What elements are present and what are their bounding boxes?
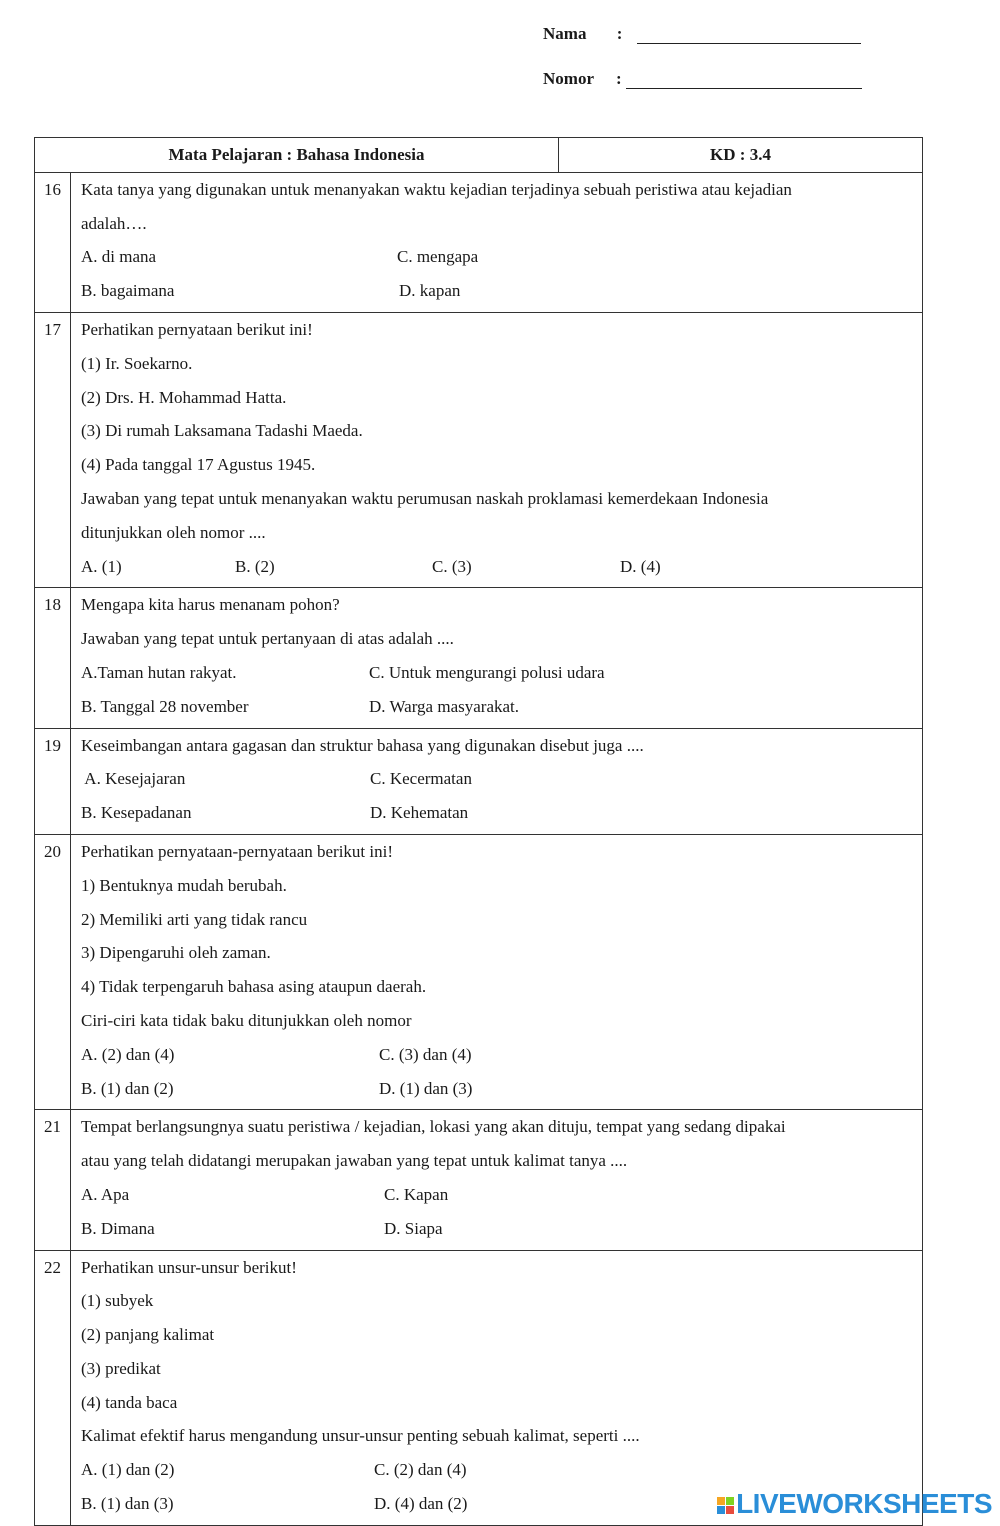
option-a[interactable]: A. (2) dan (4) xyxy=(81,1044,175,1064)
option-d[interactable]: D. kapan xyxy=(399,281,461,301)
option-c[interactable]: C. (3) xyxy=(432,556,472,576)
question-text: Jawaban yang tepat untuk menanyakan waktu perumusan naskah proklamasi kemerdekaan Indonesia xyxy=(81,488,769,508)
question-text: Tempat berlangsungnya suatu peristiwa / kejadian, lokasi yang akan dituju, tempat yang sedang dipakai xyxy=(81,1117,786,1137)
name-colon: : xyxy=(616,24,623,43)
statement-item: 1) Bentuknya mudah berubah. xyxy=(81,875,287,895)
question-number: 21 xyxy=(35,1110,71,1250)
option-b[interactable]: B. bagaimana xyxy=(81,281,175,301)
kd-cell: KD : 3.4 xyxy=(559,138,923,173)
number-field xyxy=(543,69,862,89)
statement-item: (1) Ir. Soekarno. xyxy=(81,353,193,373)
question-text: Kalimat efektif harus mengandung unsur-unsur penting sebuah kalimat, seperti .... xyxy=(81,1426,640,1446)
statement-item: (4) Pada tanggal 17 Agustus 1945. xyxy=(81,455,316,475)
statement-item: (1) subyek xyxy=(81,1291,154,1311)
option-b[interactable]: B. (2) xyxy=(235,556,275,576)
question-number: 18 xyxy=(35,588,71,728)
logo-text: LIVEWORKSHEETS xyxy=(736,1488,992,1519)
statement-item: 4) Tidak terpengaruh bahasa asing ataupun daerah. xyxy=(81,977,427,997)
name-label: Nama xyxy=(543,24,587,43)
question-body xyxy=(71,172,923,312)
question-text: Jawaban yang tepat untuk pertanyaan di atas adalah .... xyxy=(81,629,454,649)
question-text: Ciri-ciri kata tidak baku ditunjukkan oleh nomor xyxy=(81,1010,412,1030)
statement-item: (3) predikat xyxy=(81,1358,161,1378)
number-label: Nomor xyxy=(543,69,594,88)
question-row-18 xyxy=(35,588,923,728)
question-row-16 xyxy=(35,172,923,312)
option-a[interactable]: A. (1) xyxy=(81,556,122,576)
option-d[interactable]: D. (1) dan (3) xyxy=(379,1078,473,1098)
question-body xyxy=(71,834,923,1109)
name-field xyxy=(543,24,861,44)
question-number: 19 xyxy=(35,728,71,834)
option-c[interactable]: C. (3) dan (4) xyxy=(379,1044,472,1064)
question-body xyxy=(71,588,923,728)
option-a[interactable]: A. Kesejajaran xyxy=(81,769,186,789)
option-b[interactable]: B. (1) dan (3) xyxy=(81,1494,174,1514)
statement-item: 3) Dipengaruhi oleh zaman. xyxy=(81,943,271,963)
subject-cell: Mata Pelajaran : Bahasa Indonesia xyxy=(35,138,559,173)
question-number: 17 xyxy=(35,312,71,587)
question-text: Perhatikan unsur-unsur berikut! xyxy=(81,1257,297,1277)
question-row-20 xyxy=(35,834,923,1109)
liveworksheets-logo xyxy=(717,1488,992,1520)
option-a[interactable]: A. Apa xyxy=(81,1184,130,1204)
option-d[interactable]: D. (4) dan (2) xyxy=(374,1494,468,1514)
statement-item: (2) panjang kalimat xyxy=(81,1325,215,1345)
option-b[interactable]: B. Kesepadanan xyxy=(81,803,192,823)
statement-item: 2) Memiliki arti yang tidak rancu xyxy=(81,909,308,929)
option-c[interactable]: C. (2) dan (4) xyxy=(374,1460,467,1480)
question-text: Perhatikan pernyataan-pernyataan berikut ini! xyxy=(81,841,394,861)
number-colon: : xyxy=(615,69,622,88)
question-text: adalah…. xyxy=(81,213,147,233)
question-body xyxy=(71,312,923,587)
question-row-17 xyxy=(35,312,923,587)
number-input-line[interactable] xyxy=(626,70,862,89)
option-b[interactable]: B. Dimana xyxy=(81,1218,155,1238)
question-text: Keseimbangan antara gagasan dan struktur bahasa yang digunakan disebut juga .... xyxy=(81,735,644,755)
question-body xyxy=(71,728,923,834)
statement-item: (3) Di rumah Laksamana Tadashi Maeda. xyxy=(81,421,363,441)
question-text: atau yang telah didatangi merupakan jawaban yang tepat untuk kalimat tanya .... xyxy=(81,1151,628,1171)
question-number: 22 xyxy=(35,1250,71,1525)
option-d[interactable]: D. Kehematan xyxy=(370,803,469,823)
option-b[interactable]: B. (1) dan (2) xyxy=(81,1078,174,1098)
question-text: ditunjukkan oleh nomor .... xyxy=(81,522,266,542)
name-input-line[interactable] xyxy=(637,25,861,44)
question-body xyxy=(71,1250,923,1525)
table-header-row xyxy=(35,138,923,173)
question-body xyxy=(71,1110,923,1250)
statement-item: (2) Drs. H. Mohammad Hatta. xyxy=(81,387,287,407)
option-c[interactable]: C. Kapan xyxy=(384,1184,449,1204)
option-a[interactable]: A. (1) dan (2) xyxy=(81,1460,175,1480)
question-text: Mengapa kita harus menanam pohon? xyxy=(81,595,340,615)
question-number: 16 xyxy=(35,172,71,312)
question-text: Perhatikan pernyataan berikut ini! xyxy=(81,319,313,339)
question-number: 20 xyxy=(35,834,71,1109)
option-c[interactable]: C. mengapa xyxy=(397,247,479,267)
option-b[interactable]: B. Tanggal 28 november xyxy=(81,696,249,716)
option-c[interactable]: C. Untuk mengurangi polusi udara xyxy=(369,662,605,682)
question-row-21 xyxy=(35,1110,923,1250)
question-row-19 xyxy=(35,728,923,834)
option-a[interactable]: A.Taman hutan rakyat. xyxy=(81,662,237,682)
option-a[interactable]: A. di mana xyxy=(81,247,157,267)
liveworksheets-mark-icon xyxy=(717,1497,734,1514)
option-c[interactable]: C. Kecermatan xyxy=(370,769,472,789)
question-text: Kata tanya yang digunakan untuk menanyakan waktu kejadian terjadinya sebuah peristiwa atau kejadian xyxy=(81,179,792,199)
question-row-22 xyxy=(35,1250,923,1525)
option-d[interactable]: D. Siapa xyxy=(384,1218,443,1238)
option-d[interactable]: D. Warga masyarakat. xyxy=(369,696,520,716)
statement-item: (4) tanda baca xyxy=(81,1392,178,1412)
question-table xyxy=(34,137,923,1526)
option-d[interactable]: D. (4) xyxy=(620,556,661,576)
